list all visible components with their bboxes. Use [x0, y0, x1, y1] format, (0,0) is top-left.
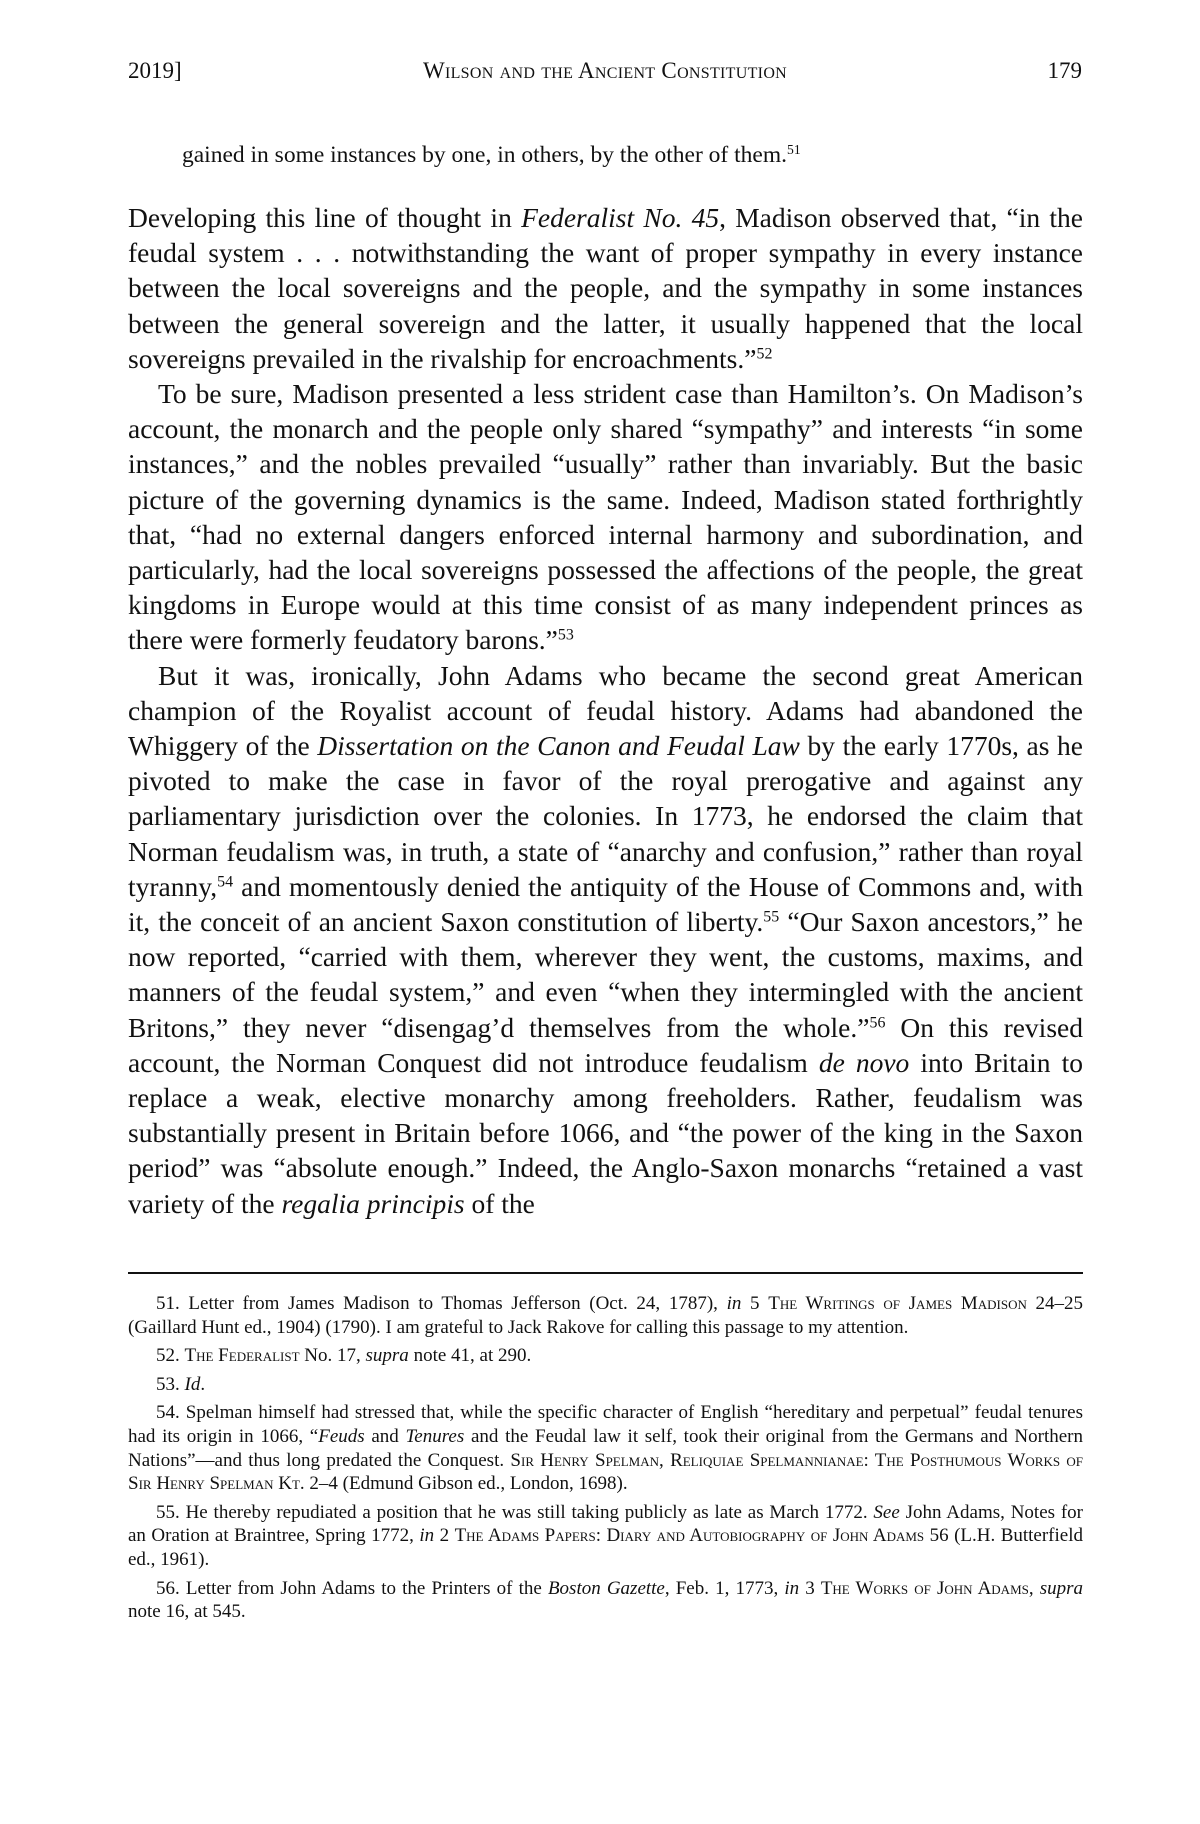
footnote-54: 54. Spelman himself had stressed that, while the specific character of English “hereditary and perpetual” feudal tenures had its origin in 1066, “Feuds and Tenures and the Feudal law it self, took their original from the Germans and Northern Nations”—and thus long predated the Conquest. Sir Henry Spelman, Reliquiae Spelmannianae: The Posthumous Works of Sir Henry Spelman Kt. 2–4 (Edmund Gibson ed., London, 1698). — [128, 1402, 1083, 1495]
footnote-ref-56[interactable]: 56 — [869, 1014, 886, 1032]
paragraph-2: To be sure, Madison presented a less strident case than Hamilton’s. On Madison’s account, the monarch and the people only shared “sympathy” and interests “in some instances,” and the nobles prevailed “usually” rather than invariably. But the basic picture of the governing dynamics is the same. Indeed, Madison stated forthrightly that, “had no external dangers enforced internal harmony and subordination, and particularly, had the local sovereigns possessed the affections of the people, the great kingdoms in Europe would at this time consist of as many independent princes as there were formerly feudatory barons.”$^{53}$ — [128, 378, 1083, 656]
paragraph-1: Developing this line of thought in Federalist No. 45, Madison observed that, “in the feudal system . . . notwithstanding the want of proper sympathy in every instance between the local sovereigns and the people, and the sympathy in some instances between the general sovereign and the latter, it usually happened that the local sovereigns prevailed in the rivalship for encroachments.”$^{52}$ — [128, 202, 1083, 374]
footnote-51: 51. Letter from James Madison to Thomas Jefferson (Oct. 24, 1787), in 5 The Writings of James Madison 24–25 (Gaillard Hunt ed., 1904) (1790). I am grateful to Jack Rakove for calling this passage to my attention. — [128, 1293, 1084, 1338]
footnote-ref-53[interactable]: 53 — [557, 626, 574, 644]
footnote-53: 53. Id. — [156, 1373, 206, 1395]
footnotes — [128, 1292, 1083, 1629]
footnote-ref-52[interactable]: 52 — [756, 345, 773, 363]
footnote-52: 52. The Federalist No. 17, supra note 41, at 290. — [156, 1345, 532, 1367]
paragraph-3: But it was, ironically, John Adams who became the second great American champion of the Royalist account of feudal history. Adams had abandoned the Whiggery of the Dissertation on the Canon and Feudal Law by the early 1770s, as he pivoted to make the case in favor of the royal prerogative and against any parliamentary jurisdiction over the colonies. In 1773, he endorsed the claim that Norman feudalism was, in truth, a state of “anarchy and confusion,” rather than royal tyranny,$^{54}$ and momentously denied the antiquity of the House of Commons and, with it, the conceit of an ancient Saxon constitution of liberty.$^{55}$ “Our Saxon ancestors,” he now reported, “carried with them, wherever they went, the customs, maxims, and manners of the feudal system,” and even “when they intermingled with the ancient Britons,” they never “disengag’d themselves from the whole.”$^{56}$ On this revised account, the Norman Conquest did not introduce feudalism de novo into Britain to replace a weak, elective monarchy among freeholders. Rather, feudalism was substantially present in Britain before 1066, and “the power of the king in the Saxon period” was “absolute enough.” Indeed, the Anglo-Saxon monarchs “retained a vast variety of the regalia principis of the — [128, 659, 1084, 1219]
footnote-ref-51[interactable]: 51 — [787, 141, 801, 157]
footnote-56: 56. Letter from John Adams to the Printers of the Boston Gazette, Feb. 1, 1773, in 3 The Works of John Adams, supra note 16, at 545. — [128, 1577, 1084, 1623]
footnote-55: 55. He thereby repudiated a position that he was still taking publicly as late as March 1772. See John Adams, Notes for an Oration at Braintree, Spring 1772, in 2 The Adams Papers: Diary and Autobiography of John Adams 56 (L.H. Butterfield ed., 1961). — [128, 1501, 1084, 1570]
footnote-divider — [128, 1272, 1083, 1274]
running-title: Wilson and the Ancient Constitution — [422, 58, 788, 83]
block-quote: gained in some instances by one, in others, by the other of them.$^{51}$ — [182, 141, 801, 168]
volume-year: 2019] — [128, 58, 182, 83]
footnote-ref-55[interactable]: 55 — [763, 908, 780, 926]
page-number: 179 — [1047, 58, 1082, 83]
footnote-ref-54[interactable]: 54 — [217, 873, 234, 891]
main-text — [128, 140, 1083, 1221]
running-header — [128, 58, 1082, 94]
